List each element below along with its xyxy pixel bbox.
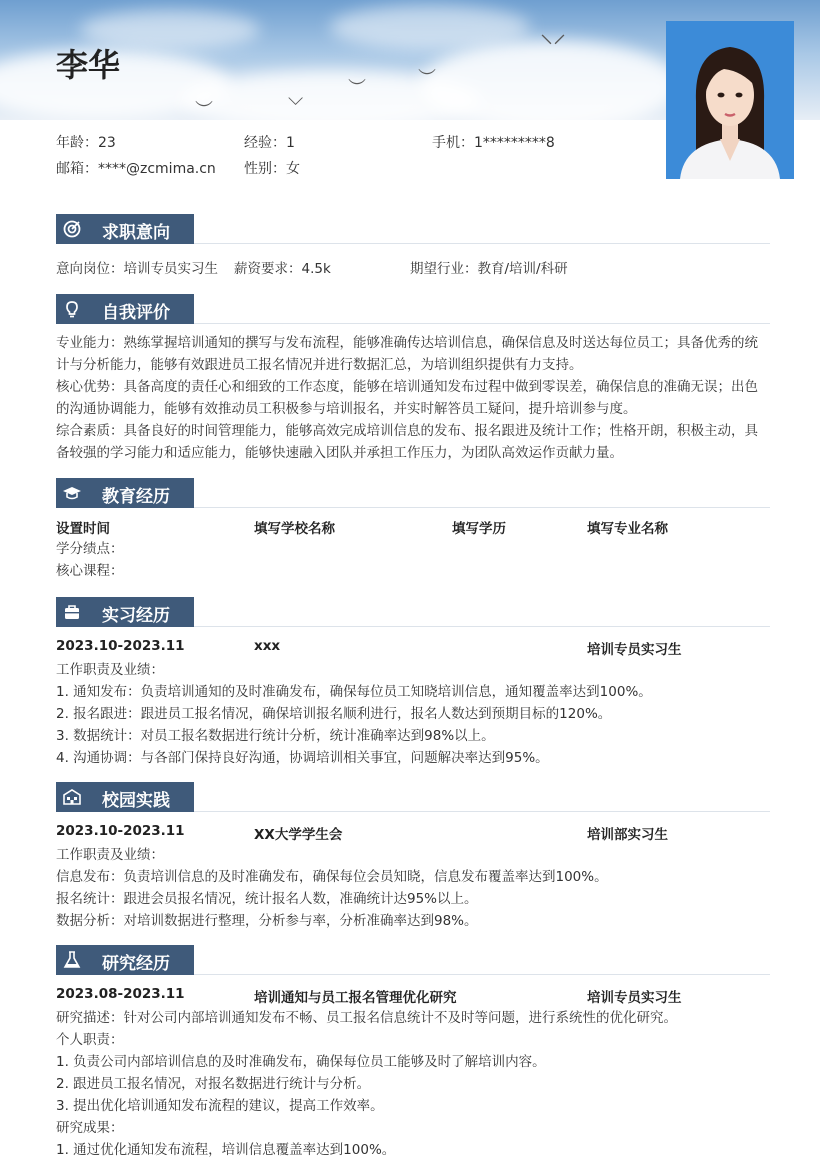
research-line: 2. 跟进员工报名情况，对报名数据进行统计与分析。 — [56, 1076, 371, 1092]
research-row — [56, 983, 770, 1007]
section-title: 求职意向 — [102, 223, 170, 243]
section-header — [56, 478, 770, 508]
research-line: 个人职责： — [56, 1032, 124, 1048]
section-job-intent — [56, 214, 770, 284]
school-building-icon — [62, 787, 82, 807]
target-icon — [62, 219, 82, 239]
research-line: 1. 通过优化通知发布流程，培训信息覆盖率达到100%。 — [56, 1142, 396, 1158]
edu-degree: 填写学历 — [452, 521, 506, 537]
info-gender: 性别：女 — [244, 161, 300, 177]
campus-line: 数据分析：对培训数据进行整理，分析参与率，分析准确率达到98%。 — [56, 913, 478, 929]
education-row — [56, 514, 770, 538]
lightbulb-icon — [62, 299, 82, 319]
intern-line: 3. 数据统计：对员工报名数据进行统计分析，统计准确率达到98%以上。 — [56, 728, 495, 744]
section-header — [56, 597, 770, 627]
research-line: 研究成果： — [56, 1120, 124, 1136]
section-title: 实习经历 — [102, 606, 170, 626]
campus-period: 2023.10-2023.11 — [56, 823, 185, 839]
bird-icon: ︶ — [418, 68, 436, 89]
bird-icon: ︶ — [348, 78, 366, 99]
campus-line: 工作职责及业绩： — [56, 847, 164, 863]
info-phone: 手机：1*********8 — [432, 135, 555, 151]
candidate-name: 李华 — [56, 46, 121, 84]
internship-row — [56, 635, 770, 659]
edu-courses: 核心课程： — [56, 563, 124, 579]
campus-org: XX大学学生会 — [254, 827, 343, 843]
edu-major: 填写专业名称 — [587, 521, 668, 537]
campus-line: 报名统计：跟进会员报名情况，统计报名人数，准确统计达95%以上。 — [56, 891, 478, 907]
research-line: 研究描述：针对公司内部培训通知发布不畅、员工报名信息统计不及时等问题，进行系统性的优化研究。 — [56, 1010, 677, 1026]
section-title: 研究经历 — [102, 954, 170, 974]
section-header — [56, 214, 770, 244]
edu-gpa: 学分绩点： — [56, 541, 124, 557]
section-header — [56, 782, 770, 812]
section-self-eval — [56, 294, 770, 464]
section-title: 校园实践 — [102, 791, 170, 811]
research-project: 培训通知与员工报名管理优化研究 — [254, 990, 457, 1006]
section-title: 教育经历 — [102, 487, 170, 507]
research-line: 3. 提出优化培训通知发布流程的建议，提高工作效率。 — [56, 1098, 384, 1114]
section-internship — [56, 597, 770, 769]
briefcase-icon — [62, 602, 82, 622]
edu-time: 设置时间 — [56, 521, 110, 537]
info-email: 邮箱：****@zcmima.cn — [56, 161, 216, 177]
self-eval-paragraph: 综合素质：具备良好的时间管理能力，能够高效完成培训信息的发布、报名跟进及统计工作；性格开朗，积极主动，具备较强的学习能力和适应能力，能够快速融入团队并承担工作压力，为团队高效运作贡献力量。 — [56, 423, 758, 461]
section-campus — [56, 782, 770, 932]
research-role: 培训专员实习生 — [587, 990, 682, 1006]
edu-school: 填写学校名称 — [254, 521, 335, 537]
intern-company: xxx — [254, 638, 281, 654]
section-education — [56, 478, 770, 582]
intern-period: 2023.10-2023.11 — [56, 638, 185, 654]
section-header — [56, 945, 770, 975]
intent-industry: 期望行业：教育/培训/科研 — [410, 261, 568, 277]
intern-role: 培训专员实习生 — [587, 642, 682, 658]
bird-icon: ⌵ — [288, 86, 304, 110]
campus-role: 培训部实习生 — [587, 827, 668, 843]
graduation-cap-icon — [62, 483, 82, 503]
avatar-portrait — [666, 21, 794, 179]
info-age: 年龄：23 — [56, 135, 116, 151]
intent-position: 意向岗位：培训专员实习生 — [56, 261, 218, 277]
section-header — [56, 294, 770, 324]
section-research — [56, 945, 770, 1161]
profile-photo — [666, 21, 794, 179]
intern-line: 2. 报名跟进：跟进员工报名情况，确保培训报名顺利进行，报名人数达到预期目标的120%。 — [56, 706, 612, 722]
intent-salary: 薪资要求：4.5k — [234, 261, 331, 277]
research-line: 1. 负责公司内部培训信息的及时准确发布，确保每位员工能够及时了解培训内容。 — [56, 1054, 546, 1070]
intern-line: 1. 通知发布：负责培训通知的及时准确发布，确保每位员工知晓培训信息，通知覆盖率达到100%。 — [56, 684, 652, 700]
intern-line: 4. 沟通协调：与各部门保持良好沟通，协调培训相关事宜，问题解决率达到95%。 — [56, 750, 549, 766]
flask-icon — [62, 950, 82, 970]
info-experience: 经验：1 — [244, 135, 295, 151]
campus-line: 信息发布：负责培训信息的及时准确发布，确保每位会员知晓，信息发布覆盖率达到100%。 — [56, 869, 608, 885]
self-eval-paragraph: 专业能力：熟练掌握培训通知的撰写与发布流程，能够准确传达培训信息，确保信息及时送达每位员工；具备优秀的统计与分析能力，能够有效跟进员工报名情况并进行数据汇总，为培训组织提供有力支持。 — [56, 335, 758, 373]
bird-icon: ︶ — [195, 100, 213, 120]
section-title: 自我评价 — [102, 303, 170, 323]
self-eval-paragraph: 核心优势：具备高度的责任心和细致的工作态度，能够在培训通知发布过程中做到零误差，确保信息的准确无误；出色的沟通协调能力，能够有效推动员工积极参与培训报名，并实时解答员工疑问，提升培训参与度。 — [56, 379, 758, 417]
research-period: 2023.08-2023.11 — [56, 986, 185, 1002]
campus-row — [56, 820, 770, 844]
bird-icon: ⸌⸍ — [540, 30, 567, 60]
intern-line: 工作职责及业绩： — [56, 662, 164, 678]
